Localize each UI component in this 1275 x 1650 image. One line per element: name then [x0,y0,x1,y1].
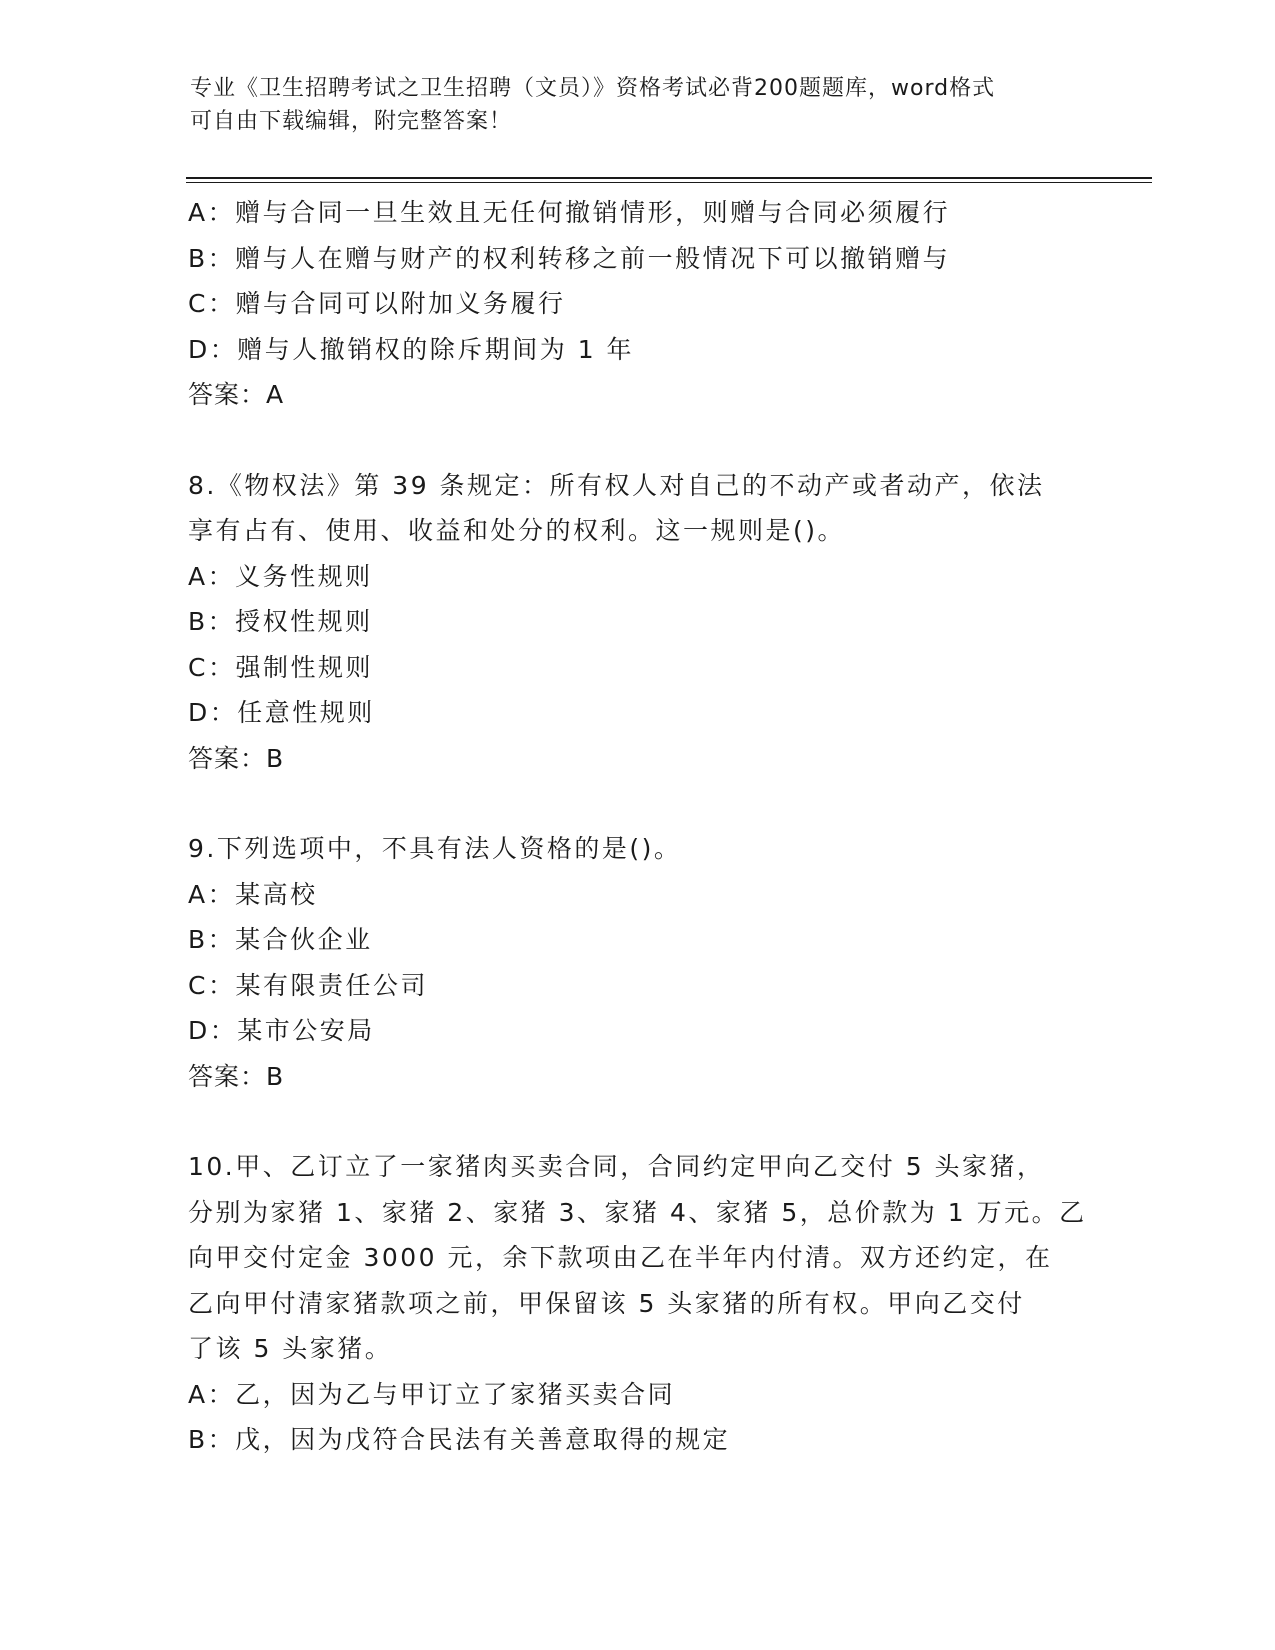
option-d: D：任意性规则 [188,698,375,727]
header-divider-thick [186,177,1152,179]
answer: 答案：B [188,1061,285,1091]
option-a: A：义务性规则 [188,561,373,591]
option-a: A：赠与合同一旦生效且无任何撤销情形，则赠与合同必须履行 [188,198,951,227]
option-b: B：戊，因为戊符合民法有关善意取得的规定 [188,1425,731,1454]
question-stem: 乙向甲付清家猪款项之前，甲保留该 5 头家猪的所有权。甲向乙交付 [188,1288,1025,1318]
header-divider-thin [186,182,1152,183]
question-stem: 10.甲、乙订立了一家猪肉买卖合同，合同约定甲向乙交付 5 头家猪， [188,1152,1045,1181]
option-b: B：授权性规则 [188,607,373,636]
option-c: C：某有限责任公司 [188,970,428,1000]
question-8 [188,463,1088,782]
question-9 [188,826,1088,1099]
spacer [188,1099,1088,1144]
header-line-1: 专业《卫生招聘考试之卫生招聘（文员）》资格考试必背200题题库，word格式 [190,76,996,101]
question-stem: 9.下列选项中，不具有法人资格的是()。 [188,834,682,863]
option-a: A：乙，因为乙与甲订立了家猪买卖合同 [188,1379,676,1409]
answer: 答案：A [188,380,285,409]
question-7 [188,190,1088,418]
header-line-2: 可自由下载编辑，附完整答案！ [190,109,513,134]
option-d: D：赠与人撤销权的除斥期间为 1 年 [188,334,635,364]
spacer [188,781,1088,826]
question-stem: 了该 5 头家猪。 [188,1334,393,1363]
question-stem: 分别为家猪 1、家猪 2、家猪 3、家猪 4、家猪 5，总价款为 1 万元。乙 [188,1197,1087,1227]
question-stem: 向甲交付定金 3000 元，余下款项由乙在半年内付清。双方还约定，在 [188,1243,1053,1272]
document-body [188,190,1088,1463]
option-d: D：某市公安局 [188,1016,375,1045]
question-stem: 享有占有、使用、收益和处分的权利。这一规则是()。 [188,516,846,545]
answer: 答案：B [188,743,285,773]
option-b: B：赠与人在赠与财产的权利转移之前一般情况下可以撤销赠与 [188,243,951,273]
question-10 [188,1144,1088,1463]
question-stem: 8.《物权法》第 39 条规定：所有权人对自己的不动产或者动产，依法 [188,470,1045,500]
option-b: B：某合伙企业 [188,925,373,954]
spacer [188,418,1088,463]
option-c: C：强制性规则 [188,652,373,682]
option-a: A：某高校 [188,879,318,909]
option-c: C：赠与合同可以附加义务履行 [188,289,566,318]
page-header [190,72,1090,138]
